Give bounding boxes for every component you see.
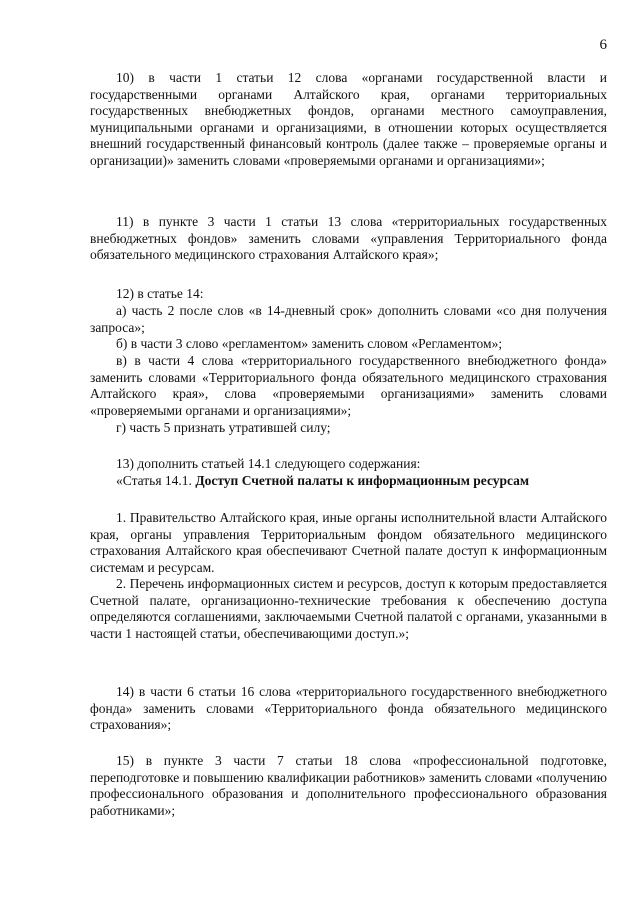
amendment-13-intro: 13) дополнить статьей 14.1 следующего содержания:	[116, 456, 421, 471]
page-number: 6	[599, 37, 607, 53]
amendment-14: 14) в части 6 статьи 16 слова «территориального государственного внебюджетного фонда» заменить словами «Территориального фонда обязательного медицинского страхования»;	[90, 684, 607, 732]
article-14-1-part-1: 1. Правительство Алтайского края, иные органы исполнительной власти Алтайского края, органы управления Территориальным фондом обязательного медицинского страхования Алтайского края обеспечивают Счетной палате доступ к информационным системам и ресурсам.	[90, 510, 607, 575]
amendment-10: 10) в части 1 статьи 12 слова «органами государственной власти и государственными органами Алтайского края, органами территориальных государственных внебюджетных фондов, органами местного самоуправления, муниципальными органами и организациями, в отношении которых осуществляется внешний государственный финансовый контроль (далее также – проверяемые органы и организации)» заменить словами «проверяемыми органами и организациями»;	[90, 70, 607, 168]
amendment-12d: г) часть 5 признать утратившей силу;	[116, 420, 331, 435]
amendment-12-intro: 12) в статье 14:	[116, 286, 204, 301]
article-14-1-heading	[90, 473, 607, 490]
article-heading-prefix: «Статья 14.1.	[116, 473, 192, 488]
amendment-11: 11) в пункте 3 части 1 статьи 13 слова «территориальных государственных внебюджетных фондов» заменить словами «управления Территориального фонда обязательного медицинского страхования Алтайского края»;	[90, 214, 607, 262]
amendment-15: 15) в пункте 3 части 7 статьи 18 слова «профессиональной подготовке, переподготовке и повышению квалификации работников» заменить словами «получению профессионального образования и дополнительного профессионального образования работниками»;	[90, 753, 607, 818]
amendment-12c: в) в части 4 слова «территориального государственного внебюджетного фонда» заменить словами «Территориального фонда обязательного медицинского страхования Алтайского края», слова «проверяемыми организациями» заменить словами «проверяемыми органами и организациями»;	[90, 353, 607, 418]
article-heading-title: Доступ Счетной палаты к информационным ресурсам	[195, 473, 530, 488]
amendment-12b: б) в части 3 слово «регламентом» заменить словом «Регламентом»;	[116, 336, 503, 351]
article-14-1-part-2: 2. Перечень информационных систем и ресурсов, доступ к которым предоставляется Счетной палате, организационно-технические требования к обеспечению доступа определяются соглашениями, заключаемыми Счетной палатой с органами, указанными в части 1 настоящей статьи, обеспечивающими доступ.»;	[90, 576, 607, 641]
amendment-12a: а) часть 2 после слов «в 14-дневный срок» дополнить словами «со дня получения запроса»;	[90, 303, 607, 335]
